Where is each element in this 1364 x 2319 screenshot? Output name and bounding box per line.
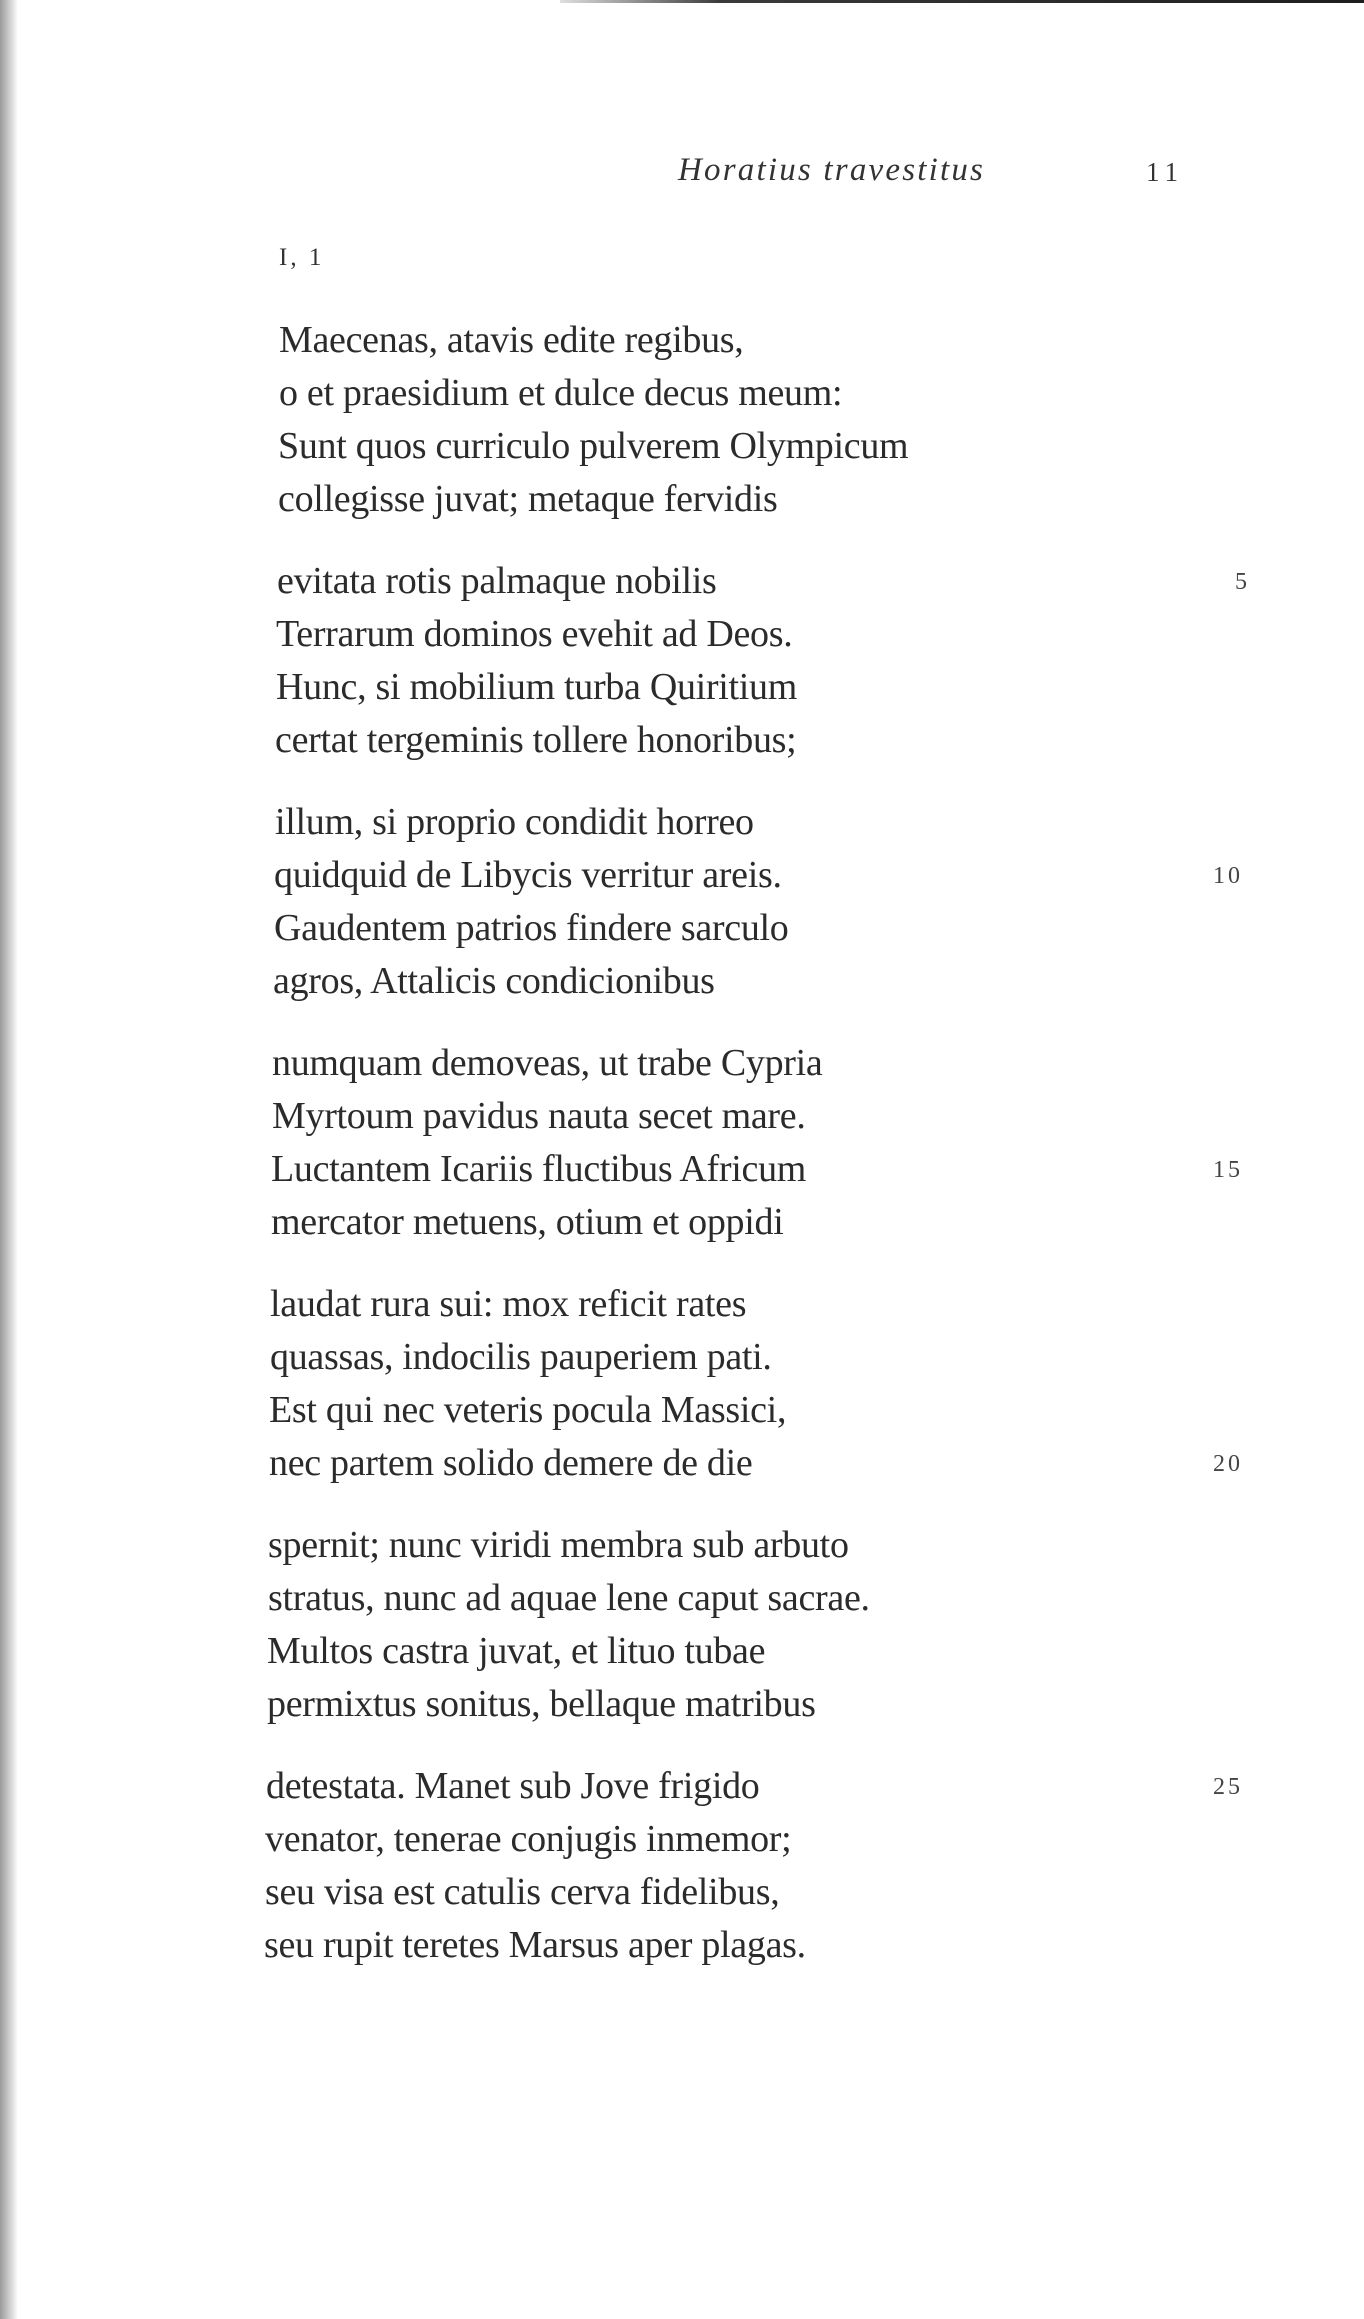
line-number: 25: [1213, 1774, 1243, 1800]
verse-line: Maecenas, atavis edite regibus,: [279, 319, 744, 361]
verse-line: collegisse juvat; metaque fervidis: [278, 478, 778, 520]
verse-line: evitata rotis palmaque nobilis: [277, 560, 717, 602]
verse-line: mercator metuens, otium et oppidi: [271, 1201, 784, 1243]
verse-line: venator, tenerae conjugis inmemor;: [265, 1818, 792, 1860]
page-binding-shadow: [0, 0, 18, 2319]
verse-line: Terrarum dominos evehit ad Deos.: [276, 613, 793, 655]
verse-line: stratus, nunc ad aquae lene caput sacrae.: [268, 1577, 870, 1619]
verse-line: seu rupit teretes Marsus aper plagas.: [264, 1924, 806, 1966]
verse-line: Sunt quos curriculo pulverem Olympicum: [278, 425, 909, 467]
verse-line: Multos castra juvat, et lituo tubae: [267, 1630, 766, 1672]
verse-line: agros, Attalicis condicionibus: [273, 960, 715, 1002]
verse-line: o et praesidium et dulce decus meum:: [279, 372, 843, 414]
verse-line: spernit; nunc viridi membra sub arbuto: [268, 1524, 849, 1566]
verse-line: Myrtoum pavidus nauta secet mare.: [272, 1095, 806, 1137]
page-top-edge: [560, 0, 1364, 3]
line-number: 15: [1213, 1157, 1243, 1183]
verse-line: seu visa est catulis cerva fidelibus,: [265, 1871, 780, 1913]
verse-line: certat tergeminis tollere honoribus;: [275, 719, 797, 761]
verse-line: detestata. Manet sub Jove frigido: [266, 1765, 760, 1807]
verse-line: illum, si proprio condidit horreo: [275, 801, 754, 843]
verse-line: Est qui nec veteris pocula Massici,: [269, 1389, 787, 1431]
line-number: 5: [1235, 569, 1250, 595]
running-head-title: Horatius travestitus: [678, 152, 986, 188]
line-number: 10: [1213, 863, 1243, 889]
verse-line: nec partem solido demere de die: [269, 1442, 753, 1484]
verse-line: Hunc, si mobilium turba Quiritium: [276, 666, 798, 708]
verse-line: quidquid de Libycis verritur areis.: [274, 854, 782, 896]
verse-line: laudat rura sui: mox reficit rates: [270, 1283, 747, 1325]
poem-reference: I, 1: [279, 244, 325, 271]
page-number: 11: [1146, 157, 1184, 187]
verse-line: permixtus sonitus, bellaque matribus: [267, 1683, 816, 1725]
line-number: 20: [1213, 1451, 1243, 1477]
verse-line: Gaudentem patrios findere sarculo: [274, 907, 789, 949]
verse-line: quassas, indocilis pauperiem pati.: [270, 1336, 772, 1378]
verse-line: numquam demoveas, ut trabe Cypria: [272, 1042, 823, 1084]
verse-line: Luctantem Icariis fluctibus Africum: [271, 1148, 807, 1190]
